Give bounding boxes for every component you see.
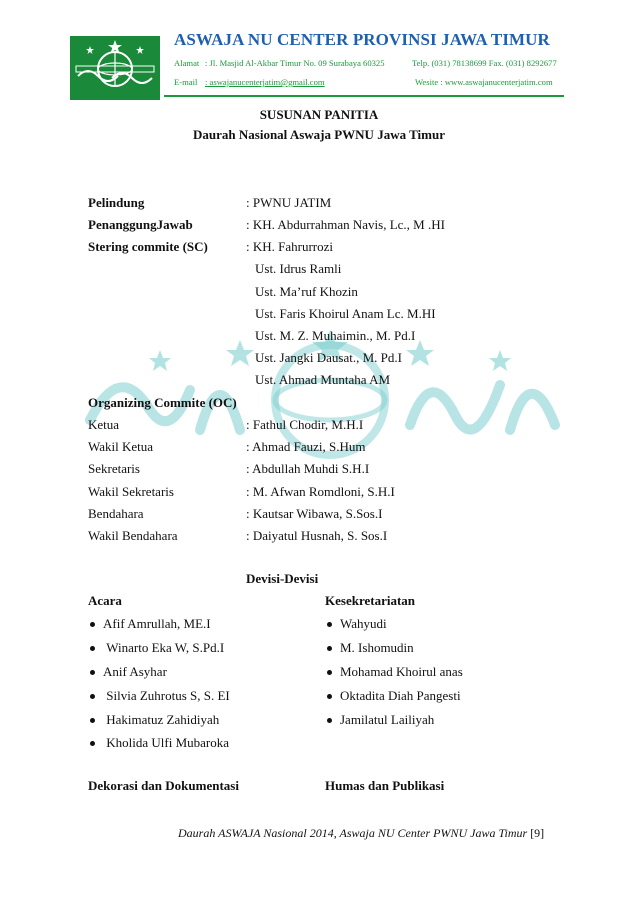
- list-item: [90, 616, 211, 632]
- bullet-icon: [90, 622, 95, 627]
- website-text: Wesite : www.aswajanucenterjatim.com: [415, 77, 553, 87]
- page-number: [9]: [530, 826, 545, 840]
- sc-member: Ust. M. Z. Muhaimin., M. Pd.I: [255, 328, 416, 343]
- role-steering-committee: Stering commite (SC): [88, 239, 208, 254]
- bullet-icon: [90, 646, 95, 651]
- oc-role: Wakil Sekretaris: [88, 484, 174, 499]
- acara-member: Winarto Eka W, S.Pd.I: [106, 640, 225, 655]
- address-text: : Jl. Masjid Al-Akbar Timur No. 09 Surabaya 60325: [205, 58, 385, 68]
- email-link[interactable]: [205, 77, 325, 87]
- acara-member: Anif Asyhar: [103, 664, 167, 679]
- bullet-icon: [327, 646, 332, 651]
- kesekretariatan-member: Wahyudi: [340, 616, 387, 631]
- acara-member: Silvia Zuhrotus S, S. EI: [106, 688, 230, 703]
- list-item: [327, 712, 434, 728]
- sc-member: Ust. Ahmad Muntaha AM: [255, 372, 391, 387]
- division-title-humas: Humas dan Publikasi: [325, 778, 445, 793]
- acara-member: Hakimatuz Zahidiyah: [106, 712, 220, 727]
- list-item: [327, 616, 387, 632]
- list-item: [90, 688, 230, 704]
- role-pelindung: Pelindung: [88, 195, 145, 210]
- oc-role: Ketua: [88, 417, 120, 432]
- divisions-heading: Devisi-Devisi: [246, 571, 319, 586]
- acara-member: Kholida Ulfi Mubaroka: [106, 735, 230, 750]
- oc-value: : Daiyatul Husnah, S. Sos.I: [246, 528, 388, 543]
- sc-member: Ust. Ma’ruf Khozin: [255, 284, 358, 299]
- oc-role: Sekretaris: [88, 461, 140, 476]
- division-title-acara: Acara: [88, 593, 122, 608]
- list-item: [90, 735, 229, 751]
- bullet-icon: [327, 670, 332, 675]
- oc-role: Bendahara: [88, 506, 144, 521]
- acara-member: Afif Amrullah, ME.I: [103, 616, 211, 631]
- oc-value: : M. Afwan Romdloni, S.H.I: [246, 484, 395, 499]
- header-divider: [164, 95, 564, 97]
- sc-member: Ust. Jangki Dausat., M. Pd.I: [255, 350, 402, 365]
- nu-logo-icon: [70, 36, 160, 100]
- nu-logo: [70, 36, 160, 100]
- sc-member: Ust. Faris Khoirul Anam Lc. M.HI: [255, 306, 436, 321]
- value-penanggung-jawab: : KH. Abdurrahman Navis, Lc., M .HI: [246, 217, 445, 232]
- list-item: [327, 664, 463, 680]
- page-footer: [178, 826, 544, 841]
- list-item: [327, 640, 414, 656]
- sc-member: Ust. Idrus Ramli: [255, 261, 342, 276]
- list-item: [90, 640, 224, 656]
- bullet-icon: [90, 670, 95, 675]
- bullet-icon: [90, 741, 95, 746]
- document-title: SUSUNAN PANITIA: [259, 107, 379, 122]
- bullet-icon: [327, 718, 332, 723]
- role-penanggung-jawab: PenanggungJawab: [88, 217, 193, 232]
- oc-value: : Fathul Chodir, M.H.I: [246, 417, 364, 432]
- list-item: [90, 664, 167, 680]
- list-item: [90, 712, 219, 728]
- value-steering-committee: : KH. Fahrurrozi: [246, 239, 334, 254]
- oc-role: Wakil Bendahara: [88, 528, 178, 543]
- bullet-icon: [327, 622, 332, 627]
- oc-value: : Kautsar Wibawa, S.Sos.I: [246, 506, 383, 521]
- division-title-dekorasi: Dekorasi dan Dokumentasi: [88, 778, 239, 793]
- oc-heading: Organizing Commite (OC): [88, 395, 237, 410]
- kesekretariatan-member: M. Ishomudin: [340, 640, 414, 655]
- oc-value: : Abdullah Muhdi S.H.I: [246, 461, 370, 476]
- email-label: E-mail: [174, 77, 198, 87]
- address-label: Alamat: [174, 58, 200, 68]
- footer-text: Daurah ASWAJA Nasional 2014, Aswaja NU Center PWNU Jawa Timur: [178, 826, 528, 840]
- bullet-icon: [327, 694, 332, 699]
- oc-role: Wakil Ketua: [88, 439, 154, 454]
- value-pelindung: : PWNU JATIM: [246, 195, 332, 210]
- phone-text: Telp. (031) 78138699 Fax. (031) 8292677: [412, 58, 557, 68]
- kesekretariatan-member: Oktadita Diah Pangesti: [340, 688, 461, 703]
- list-item: [327, 688, 461, 704]
- division-title-kesekretariatan: Kesekretariatan: [325, 593, 416, 608]
- bullet-icon: [90, 718, 95, 723]
- organization-name: ASWAJA NU CENTER PROVINSI JAWA TIMUR: [174, 30, 550, 49]
- bullet-icon: [90, 694, 95, 699]
- oc-value: : Ahmad Fauzi, S.Hum: [246, 439, 366, 454]
- kesekretariatan-member: Mohamad Khoirul anas: [340, 664, 463, 679]
- document-subtitle: Daurah Nasional Aswaja PWNU Jawa Timur: [193, 127, 445, 142]
- email-text: : aswajanucenterjatim@gmail.com: [205, 77, 325, 87]
- kesekretariatan-member: Jamilatul Lailiyah: [340, 712, 435, 727]
